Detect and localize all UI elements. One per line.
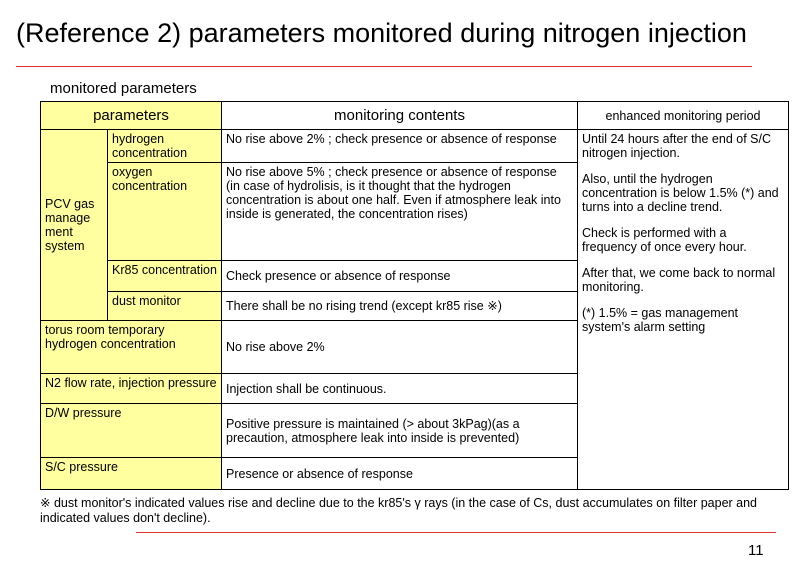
header-monitoring-contents: monitoring contents <box>222 102 578 130</box>
param-n2-flow-rate: N2 flow rate, injection pressure <box>41 374 222 404</box>
param-oxygen-concentration: oxygen concentration <box>108 163 222 261</box>
period-text: After that, we come back to normal monitoring. <box>582 266 776 294</box>
monitoring-table <box>40 101 789 490</box>
param-dust-monitor: dust monitor <box>108 292 222 321</box>
header-parameters: parameters <box>41 102 222 130</box>
period-text: (*) 1.5% = gas management system's alarm setting <box>582 306 738 334</box>
period-text: Check is performed with a frequency of once every hour. <box>582 226 747 254</box>
footer-divider <box>136 532 776 533</box>
content-sc-pressure: Presence or absence of response <box>222 458 578 490</box>
page-number: 11 <box>748 542 764 559</box>
table-caption: monitored parameters <box>50 80 197 97</box>
content-dust-monitor: There shall be no rising trend (except kr85 rise ※) <box>222 292 578 321</box>
content-hydrogen: No rise above 2% ; check presence or absence of response <box>222 130 578 163</box>
content-kr85: Check presence or absence of response <box>222 261 578 292</box>
period-text: Also, until the hydrogen concentration is below 1.5% (*) and turns into a decline trend. <box>582 172 779 214</box>
content-n2-flow: Injection shall be continuous. <box>222 374 578 404</box>
enhanced-period-cell <box>578 130 789 490</box>
page-title: (Reference 2) parameters monitored during nitrogen injection <box>16 18 747 48</box>
param-dw-pressure: D/W pressure <box>41 404 222 458</box>
content-torus-room: No rise above 2% <box>222 321 578 374</box>
param-hydrogen-concentration: hydrogen concentration <box>108 130 222 163</box>
content-dw-pressure: Positive pressure is maintained (> about 3kPag)(as a precaution, atmosphere leak into inside is prevented) <box>222 404 578 458</box>
param-sc-pressure: S/C pressure <box>41 458 222 490</box>
period-text: Until 24 hours after the end of S/C nitrogen injection. <box>582 132 771 160</box>
param-torus-room-hydrogen: torus room temporary hydrogen concentration <box>41 321 222 374</box>
footnote: ※ dust monitor's indicated values rise and decline due to the kr85's γ rays (in the case of Cs, dust accumulates on filter paper and indicated values don't decline). <box>40 496 758 525</box>
header-enhanced-period: enhanced monitoring period <box>578 102 789 130</box>
title-divider <box>16 66 752 67</box>
param-kr85-concentration: Kr85 concentration <box>108 261 222 292</box>
content-oxygen: No rise above 5% ; check presence or absence of response (in case of hydrolisis, is it thought that the hydrogen concentration is about one half. Even if atmosphere leak into inside is generated, the concentration rises) <box>222 163 578 261</box>
group-pcv-gas-management: PCV gas manage ment system <box>41 130 108 321</box>
